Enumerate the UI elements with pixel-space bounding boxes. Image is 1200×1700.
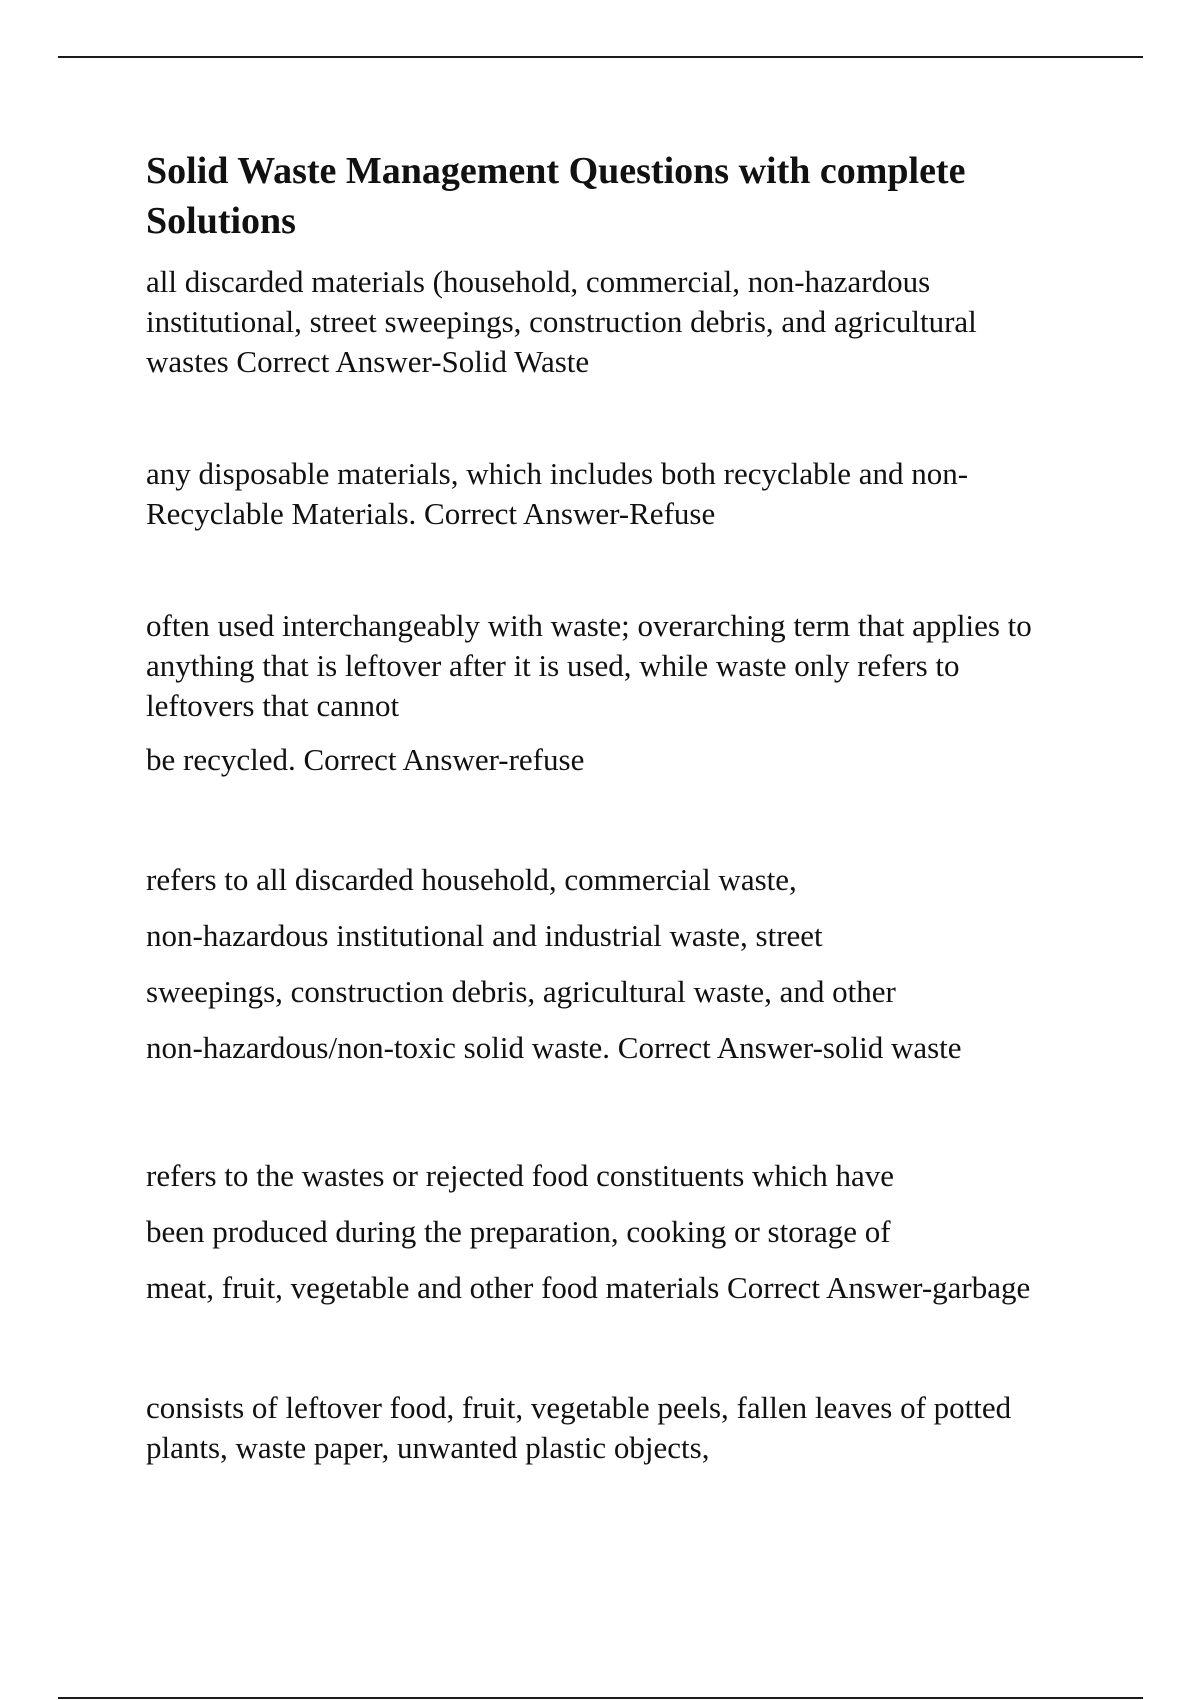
text-line: refers to all discarded household, commercial waste,	[146, 862, 797, 897]
document-title	[146, 146, 1106, 246]
text-line: any disposable materials, which includes both recyclable and non-	[146, 456, 969, 491]
text-line: leftovers that cannot	[146, 688, 400, 723]
qa-block-garbage	[146, 1148, 1106, 1316]
text-line: consists of leftover food, fruit, vegetable peels, fallen leaves of potted	[146, 1390, 1012, 1425]
title-line: Solid Waste Management Questions with complete	[146, 150, 966, 192]
qa-block-refuse-definition	[146, 606, 1106, 726]
bottom-divider	[58, 1697, 1143, 1699]
text-line: sweepings, construction debris, agricultural waste, and other	[146, 974, 896, 1009]
top-divider	[58, 56, 1143, 58]
text-line: plants, waste paper, unwanted plastic objects,	[146, 1430, 710, 1465]
text-line: been produced during the preparation, cooking or storage of	[146, 1214, 891, 1249]
text-line: often used interchangeably with waste; overarching term that applies to	[146, 608, 1032, 643]
qa-block-household-waste	[146, 1388, 1106, 1468]
text-line: meat, fruit, vegetable and other food materials Correct Answer-garbage	[146, 1270, 1031, 1305]
qa-block-refuse-answer	[146, 740, 1106, 780]
text-line: wastes Correct Answer-Solid Waste	[146, 344, 590, 379]
text-line: be recycled. Correct Answer-refuse	[146, 742, 585, 777]
text-line: refers to the wastes or rejected food constituents which have	[146, 1158, 895, 1193]
document-body	[146, 146, 1106, 1468]
qa-block-refuse	[146, 454, 1106, 534]
qa-block-solid-waste	[146, 262, 1106, 382]
text-line: non-hazardous/non-toxic solid waste. Correct Answer-solid waste	[146, 1030, 962, 1065]
text-line: anything that is leftover after it is used, while waste only refers to	[146, 648, 960, 683]
text-line: all discarded materials (household, commercial, non-hazardous	[146, 264, 931, 299]
text-line: Recyclable Materials. Correct Answer-Refuse	[146, 496, 716, 531]
text-line: institutional, street sweepings, construction debris, and agricultural	[146, 304, 977, 339]
qa-block-solid-waste-2	[146, 852, 1106, 1076]
text-line: non-hazardous institutional and industrial waste, street	[146, 918, 823, 953]
title-line: Solutions	[146, 200, 296, 242]
